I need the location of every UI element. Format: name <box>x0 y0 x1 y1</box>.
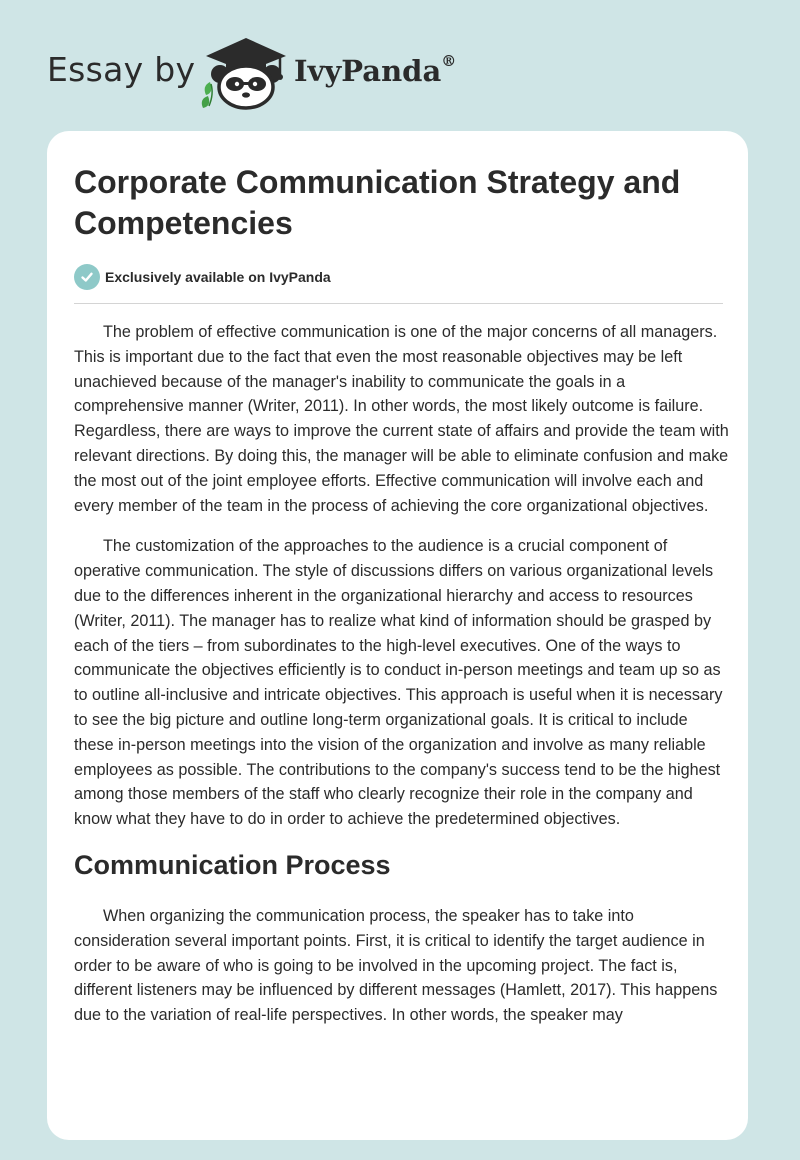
page-title: Corporate Communication Strategy and Competencies <box>74 164 681 241</box>
paragraph: When organizing the communication process, the speaker has to take into consideration several important points. First, it is critical to identify the target audience in order to be aware of who is going to be involved in the upcoming project. The fact is, different listeners may be influenced by different messages (Hamlett, 2017). This happens due to the variation of real-life perspectives. In other words, the speaker may <box>74 906 718 1025</box>
exclusive-badge <box>74 264 331 290</box>
essay-by-label: Essay by <box>47 50 196 89</box>
check-icon <box>74 264 100 290</box>
registered-mark: ® <box>441 52 457 70</box>
paragraph: The customization of the approaches to the audience is a crucial component of operative communication. The style of discussions differs on various organizational levels due to the differences inherent in the organizational hierarchy and access to resources (Writer, 2011). The manager has to realize what kind of information should be grasped by each of the tiers – from subordinates to the high-level executives. One of the ways to communicate the objectives efficiently is to conduct in-person meetings and team up so as to outline all-inclusive and intricate objectives. This approach is useful when it is necessary to see the big picture and outline long-term organizational goals. It is critical to include these in-person meetings into the vision of the organization and involve as many reliable employees as possible. The contributions to the company's success tend to be the highest among those members of the staff who clearly recognize their role in the company and know what they have to do in order to achieve the predetermined objectives. <box>74 537 723 829</box>
divider <box>74 303 723 304</box>
ivypanda-logo-icon[interactable] <box>196 34 286 110</box>
essay-body <box>74 320 729 1044</box>
paragraph: The problem of effective communication is one of the major concerns of all managers. This is important due to the fact that even the most reasonable objectives may be left unachieved because of the manager's inability to communicate the goals in a comprehensive manner (Writer, 2011). In other words, the most likely outcome is failure. Regardless, there are ways to improve the current state of affairs and provide the team with relevant directions. By doing this, the manager will be able to eliminate confusion and make the most out of the joint employee efforts. Effective communication will involve each and every member of the team in the process of achieving the core organizational objectives. <box>74 323 729 515</box>
brand-name-text: IvyPanda <box>294 54 442 88</box>
section-heading: Communication Process <box>74 849 391 880</box>
brand-name[interactable] <box>294 54 456 88</box>
site-header <box>0 0 800 130</box>
exclusive-label: Exclusively available on IvyPanda <box>105 269 331 285</box>
essay-card <box>47 131 748 1140</box>
